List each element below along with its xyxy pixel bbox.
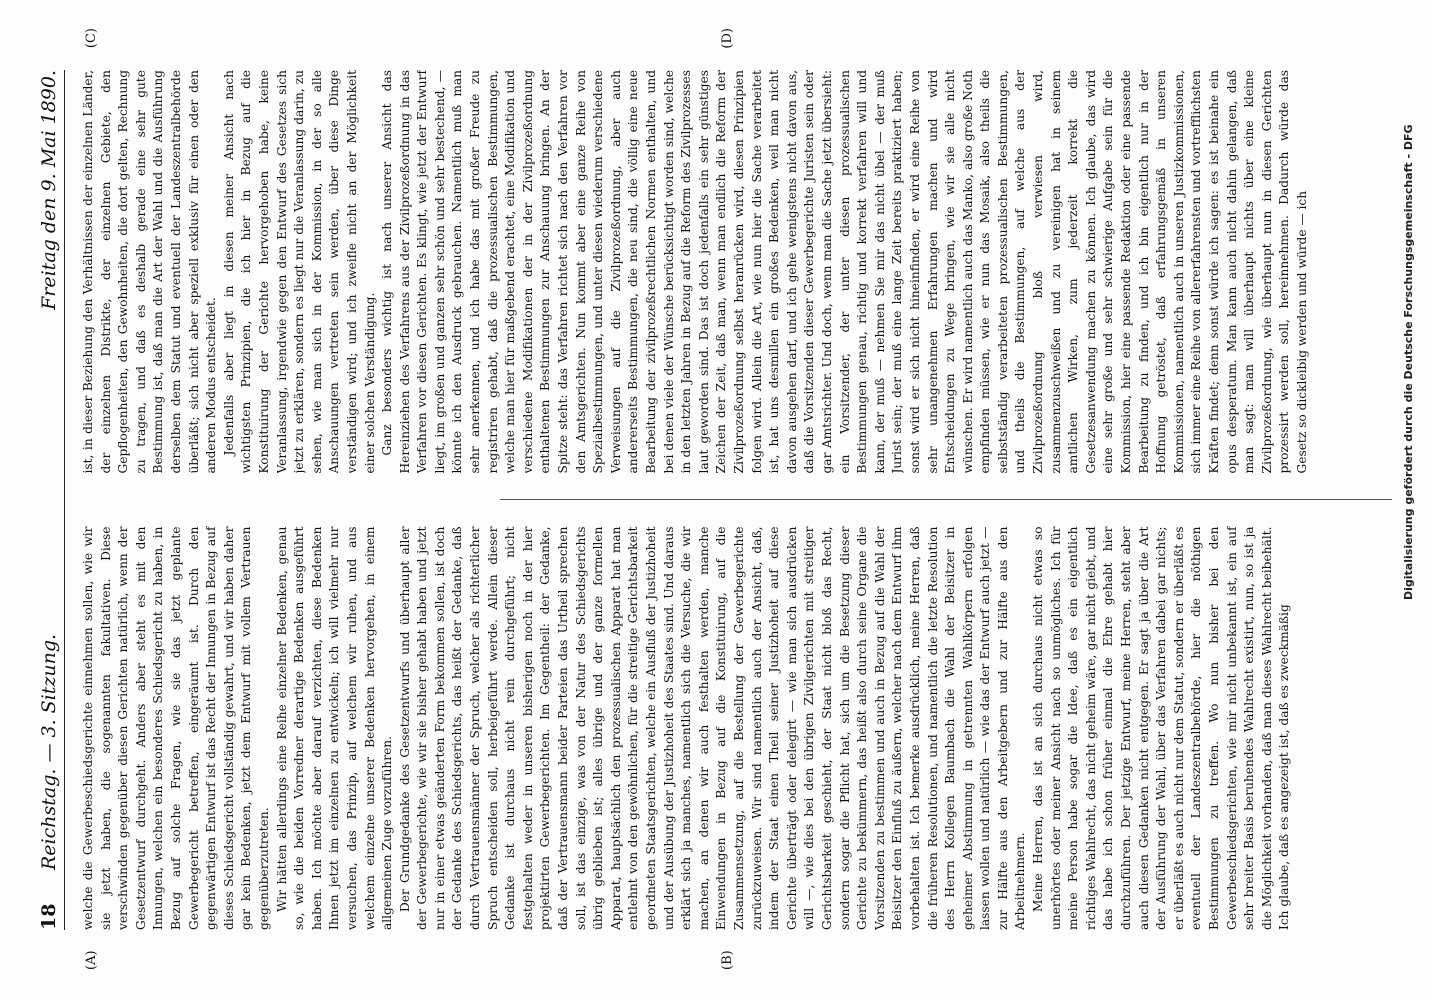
text-columns: [80, 70, 1392, 930]
header-right-title: Freitag den 9. Mai 1890.: [38, 70, 60, 310]
right-column: [80, 70, 1392, 474]
page-header: [30, 70, 65, 930]
paragraph: welche die Gewerbeschiedsgerichte einnehmen sollen, wie wir sie jetzt haben, die sogenannten fakultativen. Diese verschwinden gegenüber diesen Gerichten natürlich, wenn der Gesetzentwurf durchgeht. Anders aber steht es mit den Innungen, welchen ein besonderes Schiedsgericht zu haben, in Bezug auf solche Fragen, wie sie das jetzt geplante Gewerbegericht betreffen, eingeräumt ist. Durch den gegenwärtigen Entwurf ist das Recht der Innungen in Bezug auf dieses Schiedsgericht vollständig gewahrt, und wir haben daher gar kein Bedenken, jetzt dem Entwurf mit vollem Vertrauen gegenüberzutreten.: [81, 526, 271, 930]
margin-marker-a: (A): [84, 950, 99, 970]
margin-marker-c: (C): [84, 28, 99, 49]
paragraph: ist, in dieser Beziehung den Verhältnissen der einzelnen Länder, der einzelnen Distrikte, der einzelnen Gebiete, den Gepflogenheiten, den Gewohnheiten, die dort gelten, Rechnung zu tragen, und daß es deshalb gerade eine sehr gute Bestimmung ist, daß man die Art der Wahl und die Ausführung derselben dem Statut und eventuell der Landeszentralbehörde überläßt; sich nicht aber speziell exklusiv für einen oder den anderen Modus entscheidet.: [81, 70, 219, 474]
left-column: [80, 527, 1392, 931]
header-left-title: Reichstag. — 3. Sitzung.: [38, 633, 60, 870]
paragraph: Meine Herren, das ist an sich durchaus nicht etwas so unerhörtes oder meiner Ansicht nach so unmögliches. Ich für meine Person habe sogar die Idee, daß es ein eigentlich richtiges Wahlrecht, das nicht geheim wäre, gar nicht giebt, und das habe ich schon früher einmal die Ehre gehabt hier durchzuführen. Der jetzige Entwurf, meine Herren, steht aber auch diesen Gedanken nicht entgegen. Er sagt ja über die Art der Ausführung der Wahl, über das Verfahren dabei gar nichts; er überläßt es auch nicht nur dem Statut, sondern er überläßt es eventuell der Landeszentralbehörde, hier die nöthigen Bestimmungen zu treffen. Wo nun bisher bei den Gewerbeschiedsgerichten, wie mir nicht unbekannt ist, ein auf sehr breiter Basis beruhendes Wahlrecht existirt, nun, so ist ja die Möglichkeit vorhanden, daß man dieses Wahlrecht beibehält. Ich glaube, daß es angezeigt ist, daß es zweckmäßig: [1031, 526, 1292, 930]
paragraph: Der Grundgedanke des Gesetzentwurfs und überhaupt aller der Gewerbegerichte, wie wir sie bisher gehabt haben und jetzt nur in einer etwas geänderten Form bekommen sollen, ist doch der Gedanke des Schiedsgerichts, das heißt der Gedanke, daß durch Vertrauensmänner der Spruch, welcher als richterlicher Spruch entscheiden soll, herbeigeführt werde. Allein dieser Gedanke ist durchaus nicht rein durchgeführt; nicht festgehalten weder in unseren bisherigen noch in der hier projektirten Gewerbegerichten. Im Gegentheil: der Gedanke, daß der Vertrauensmann beider Parteien das Urtheil sprechen soll, ist das einzige, was von der Natur des Schiedsgerichts übrig geblieben ist; alles übrige und der ganze formellen Apparat, hauptsächlich den prozessualischen Apparat hat man entlehnt von den gewöhnlichen, für die streitige Gerichtsbarkeit geordneten Staatsgerichten, welche ein Ausfluß der Justizhoheit und der Ausübung der Justizhoheit des Staates sind. Und daraus erklärt sich ja manches, namentlich sich die Versuche, die wir machen, an denen wir auch festhalten werden, manche Einwendungen in Bezug auf die Konstituirung, auf die Zusammensetzung, auf die Bestellung der Gewerbegerichte zurückzuweisen. Wir sind namentlich auch der Ansicht, daß, indem der Staat einen Theil seiner Justizhoheit auf diese Gerichte überträgt oder delegirt — wie man sich ausdrücken will —, wie dies bei den übrigen Zivilgerichten mit streitiger Gerichtsbarkeit geschieht, der Staat nicht bloß das Recht, sondern sogar die Pflicht hat, sich um die Besetzung dieser Gerichte zu bekümmern, das heißt also durch seine Organe die Vorsitzenden zu bestimmen und auch in Bezug auf die Wahl der Beisitzer den Einfluß zu äußern, welcher nach dem Entwurf ihm vorbehalten ist. Ich bemerke ausdrücklich, meine Herren, daß die früheren Resolutionen, und namentlich die letzte Resolution des Herrn Kollegen Baumbach die Wahl der Beisitzer in geheimer Abstimmung in getrennten Wahlkörpern erfolgen lassen wollen und natürlich — wie das der Entwurf auch jetzt — zur Hälfte aus den Arbeitgebern und zur Hälfte aus den Arbeitnehmern.: [397, 526, 1028, 930]
digitization-credit: [1402, 0, 1424, 1000]
margin-marker-b: (B): [720, 950, 735, 970]
column-divider: [500, 500, 1392, 501]
paragraph: Jedenfalls aber liegt in diesen meiner Ansicht nach wichtigsten Prinzipien, die ich hier in Bezug auf die Konstituirung der Gerichte hervorgehoben habe, keine Veranlassung, irgendwie gegen den Entwurf des Gesetzes sich jetzt zu erklären, sondern es liegt nur die Veranlassung darin, zu sehen, wie man sich in der Kommission, in der so alle Anschauungen vertreten sein werden, über diese Dinge verständigen wird; und ich zweifle nicht an der Möglichkeit einer solchen Verständigung.: [221, 70, 377, 474]
paragraph: Ganz besonders wichtig ist nach unserer Ansicht das Hereinziehen des Verfahrens aus der Zivilprozeßordnung in das Verfahren vor diesen Gerichten. Es klingt, wie jetzt der Entwurf liegt, im großen und ganzen sehr schön und sehr bestechend, — könnte ich den Ausdruck gebrauchen. Namentlich muß man sehr anerkennen, und ich habe das mit großer Freude zu registriren gehabt, daß die prozessualischen Bestimmungen, welche man hier für maßgebend erachtet, eine Modifikation und verschiedene Modifikationen der in der Zivilprozeßordnung enthaltenen Bestimmungen zur Anschauung bringen. An der Spitze steht: das Verfahren richtet sich nach den Verfahren vor den Amtsgerichten. Nun kommt aber eine ganze Reihe von Spezialbestimmungen, und unter diesen wiederum verschiedene Verweisungen auf die Zivilprozeßordnung, aber auch andererseits Bestimmungen, die neu sind, die völlig eine neue Bearbeitung der zivilprozeßrechtlichen Normen enthalten, und bei denen viele der Wünsche berücksichtigt worden sind, welche in den letzten Jahren in Bezug auf die Reform des Zivilprozesses laut geworden sind. Das ist doch jedenfalls ein sehr günstiges Zeichen der Zeit, daß man, wenn man endlich die Reform der Zivilprozeßordnung selbst heranrücken wird, diesen Prinzipien folgen wird. Allein die Art, wie nun hier die Sache verarbeitet ist, hat uns desmillen ein großes Bedenken, weil man nicht davon ausgehen darf, und ich gehe wenigstens nicht davon aus, daß die Vorsitzenden dieser Gewerbegerichte Juristen sein oder gar Amtsrichter. Und doch, wenn man die Sache jetzt übersieht: ein Vorsitzender, der unter diesen prozessualischen Bestimmungen genau, richtig und korrekt verfahren will und kann, der muß — nehmen Sie mir das nicht übel — der muß Jurist sein; der muß eine lange Zeit bereits praktiziert haben; sonst wird er sich nicht hineinfinden, er wird eine Reihe von sehr unangenehmen Erfahrungen machen und wird Entscheidungen zu Wege bringen, wie wir sie alle nicht wünschen. Er wird namentlich auch das Manko, also große Noth empfinden müssen, wie er nun das Mosaik, also theils die selbstständig verarbeiteten prozessualischen Bestimmungen, und theils die Bestimmungen, auf welche aus der Zivilprozeßordnung bloß verwiesen wird, zusammenzuschweißen und zu vereinigen hat in seinem amtlichen Wirken, zum jederzeit korrekt die Gesetzesanwendung machen zu können. Ich glaube, das wird eine sehr große und sehr schwierige Aufgabe sein für die Kommission, hier eine passende Redaktion oder eine passende Bearbeitung zu finden, und ich bin eigentlich nur in der Hoffnung getröstet, daß erfahrungsgemäß in unseren Kommissionen, namentlich auch in unseren Justizkommissionen, sich immer eine Reihe von allererfahrensten und vortrefflichsten Kräften findet; denn sonst würde ich sagen: es ist beinahe ein opus desperatum. Man kann auch nicht dahin gelangen, daß man sagt: man will überhaupt nichts über eine kleine Zivilprozeßordnung, wie überhaupt nun in diesen Gerichten prozessirt werden soll, hereinnehmen. Dadurch würde das Gesetz so dickleibig werden und würde — ich: [380, 70, 1309, 474]
paragraph: Wir hätten allerdings eine Reihe einzelner Bedenken, genau so, wie die beiden Vorredner derartige Bedenken ausgeführt haben. Ich möchte aber darauf verzichten, diese Bedenken Ihnen jetzt im einzelnen zu entwickeln; ich will vielmehr nur versuchen, das Prinzip, auf welchem wir ruhen, und aus welchem einzelne unserer Bedenken hervorgehen, in einem allgemeinen Zuge vorzuführen.: [274, 526, 395, 930]
margin-marker-d: (D): [720, 28, 735, 49]
page-number: 18: [38, 903, 60, 930]
digitization-credit-text: Digitalisierung gefördert durch die Deutsche Forschungsgemeinschaft - DFG: [1402, 124, 1415, 600]
